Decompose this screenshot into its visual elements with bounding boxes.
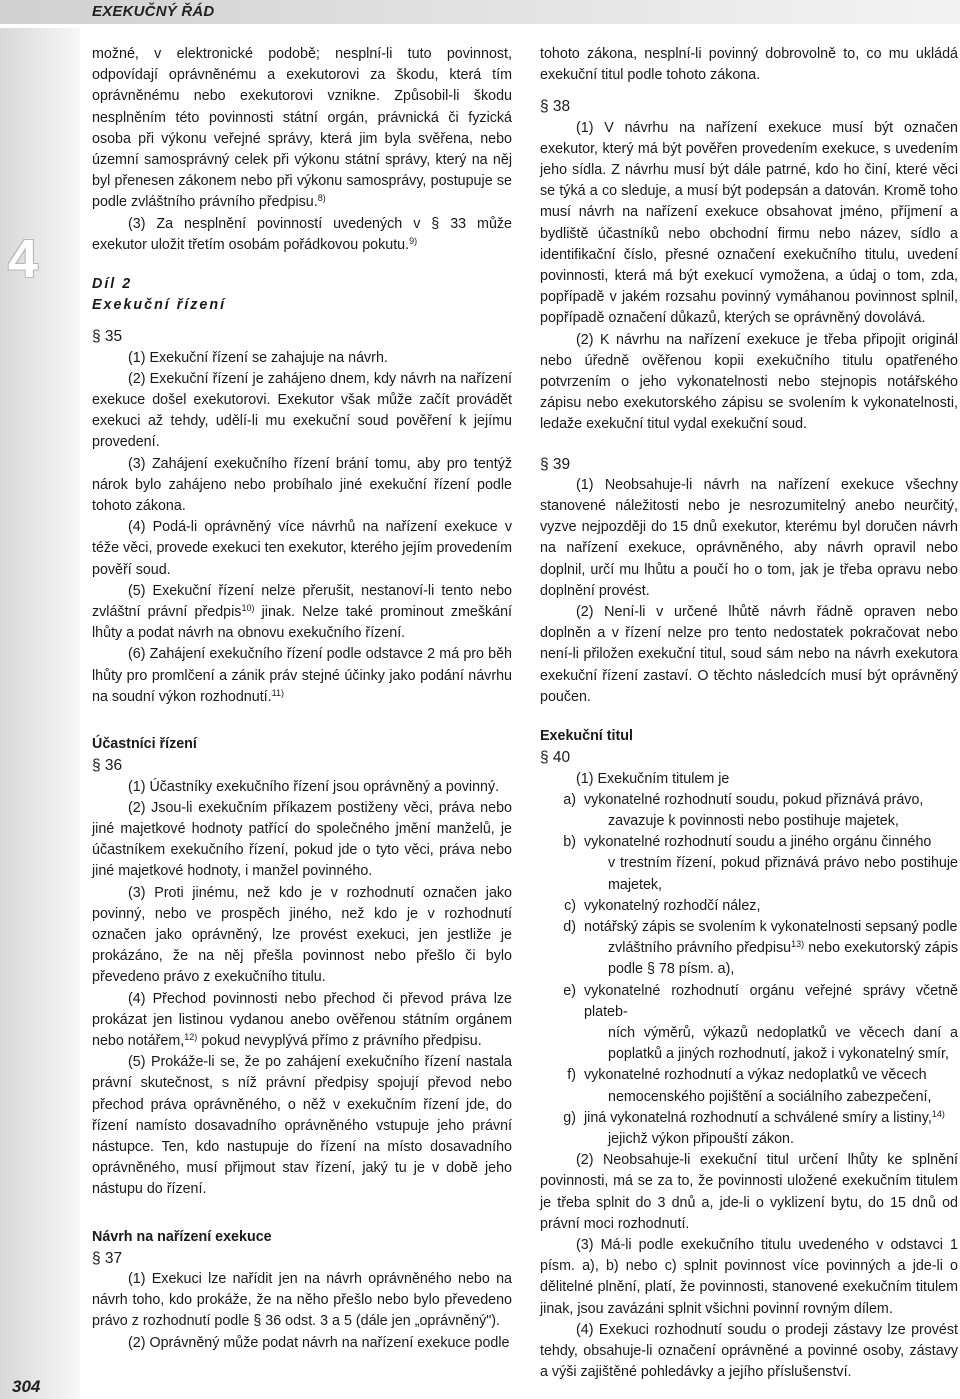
running-header-title: EXEKUČNÝ ŘÁD — [92, 3, 215, 20]
paragraph-40-2: (2) Neobsahuje-li exekuční titul určení lhůty ke splnění povinnosti, má se za to, že povinnosti uložené exekučním titulem je třeba splnit do 3 dnů a, jde-li o vyklizení bytu, do 15 dnů od právní moci rozhodnutí. — [540, 1152, 958, 1232]
heading-exekucni-titul: Exekuční titul — [540, 728, 633, 745]
paragraph-35-5: (5) Exekuční řízení nelze přerušit, nestanoví-li tento nebo zvláštní právní předpis$^{10)}$ jinak. Nelze také prominout zmeškání lhůty a podat návrh na obnovu exekučního řízení. — [92, 582, 512, 642]
paragraph-39-1: (1) Neobsahuje-li návrh na nařízení exekuce všechny stanovené náležitosti nebo je nesrozumitelný anebo neurčitý, vyzve nejpozději do 15 dnů exekutor, kterému byl doručen návrh na nařízení exekuce, oprávněného, aby návrh opravil nebo doplnil, určí mu lhůtu a poučí ho o tom, jak je třeba opravu nebo doplnění provést. — [540, 476, 958, 599]
part-title: Díl 2 — [92, 276, 133, 293]
list-item-f: f) vykonatelné rozhodnutí a výkaz nedoplatků ve věcech nemocenského pojištění a sociálního zabezpečení, — [567, 1067, 932, 1105]
paragraph-continuation: tohoto zákona, nesplní-li povinný dobrovolně to, co mu ukládá exekuční titul podle tohoto zákona. — [540, 46, 958, 84]
page-number: 304 — [12, 1377, 41, 1396]
paragraph-37-2: (2) Oprávněný může podat návrh na nařízení exekuce podle — [128, 1334, 510, 1351]
paragraph-40-3: (3) Má-li podle exekučního titulu uvedeného v odstavci 1 písm. a), b) nebo c) splnit povinnost více povinných a jde-li o dělitelné plnění, platí, že povinnosti, stanovené exekučním titulem jinak, jsou zavázáni splnit všichni povinní rovným dílem. — [540, 1236, 958, 1317]
list-item-c: c) vykonatelný rozhodčí nález, — [564, 897, 761, 914]
list-item-e: e) vykonatelné rozhodnutí orgánu veřejné správy včetně plateb- ních výměrů, výkazů nedoplatků ve věcech daní a poplatků a jiných rozhodnutí, jakož i vykonatelný smír, — [563, 982, 958, 1063]
paragraph-37-1: (1) Exekuci lze nařídit jen na návrh oprávněného nebo na návrh toho, kdo prokáže, že na něho přešlo nebo bylo převedeno právo z rozhodnutí podle § 36 odst. 3 a 5 (dále jen „oprávněný"). — [92, 1270, 512, 1330]
paragraph-35-4: (4) Podá-li oprávněný více návrhů na nařízení exekuce v téže věci, provede exekuci ten exekutor, kterého jejím provedením pověří soud. — [92, 519, 512, 578]
paragraph-35-2: (2) Exekuční řízení je zahájeno dnem, kdy návrh na nařízení exekuce došel exekutorovi. Exekutor však může začít provádět exekuci až tehdy, udělí-li mu exekuční soud pověření k jejímu provedení. — [92, 370, 512, 451]
paragraph-35-3: (3) Zahájení exekučního řízení brání tomu, aby pro tentýž nárok bylo zahájeno nebo probíhalo jiné exekuční řízení podle tohoto zákona. — [92, 455, 512, 515]
list-item-g: g) jiná vykonatelná rozhodnutí a schválené smíry a listiny,$^{14)}$ jejichž výkon připouští zákon. — [563, 1108, 945, 1147]
paragraph-40-4: (4) Exekuci rozhodnutí soudu o prodeji zástavy lze provést tehdy, obsahuje-li označení oprávněné a povinné osoby, zástavy a výši zajištěné pohledávky a jejího příslušenství. — [540, 1321, 958, 1381]
section-36-heading: § 36 — [92, 757, 123, 775]
paragraph-36-1: (1) Účastníky exekučního řízení jsou oprávněný a povinný. — [128, 778, 500, 795]
part-subtitle: Exekuční řízení — [92, 297, 227, 314]
paragraph-35-6: (6) Zahájení exekučního řízení podle odstavce 2 má pro běh lhůty pro promlčení a zánik práv stejné účinky jako podání návrhu na soudní výkon rozhodnutí.$^{11)}$ — [92, 646, 512, 705]
paragraph-40-1: (1) Exekučním titulem je — [576, 770, 730, 787]
paragraph-38-2: (2) K návrhu na nařízení exekuce je třeba připojit originál nebo úředně ověřenou kopii exekučního titulu opatřeného potvrzením o jeho vykonatelnosti nebo stejnopis notářského zápisu nebo exekutorského zápisu se svolením k vykonatelnosti, ledaže exekuční titul vydal exekuční soud. — [540, 331, 958, 433]
list-item-b: b) vykonatelné rozhodnutí soudu a jiného orgánu činného v trestním řízení, pokud přiznává právo nebo postihuje majetek, — [563, 834, 958, 893]
paragraph-39-2: (2) Není-li v určené lhůtě návrh řádně opraven nebo doplněn a v řízení nelze pro tento nedostatek pokračovat nebo není-li přiložen exekuční titul, soud sám nebo na návrh exekutora exekuční řízení zastaví. O těchto následcích musí být oprávněný poučen. — [540, 604, 958, 705]
section-39-heading: § 39 — [540, 455, 571, 473]
paragraph-35-1: (1) Exekuční řízení se zahajuje na návrh. — [128, 349, 388, 366]
paragraph-36-2: (2) Jsou-li exekučním příkazem postiženy věci, práva nebo jiné majetkové hodnoty patřící do společného jmění manželů, je účastníkem exekučního řízení, pokud jde o tyto věci, práva nebo jiné majetkové hodnoty, i manžel povinného. — [92, 799, 512, 880]
paragraph-36-5: (5) Prokáže-li se, že po zahájení exekučního řízení nastala právní skutečnost, s níž právní předpisy spojují převod nebo přechod práva oprávněného, o něž v exekučním řízení jde, do řízení namísto dosavadního oprávněného vstupuje jeho právní nástupce. Ten, kdo nastupuje do řízení na místo dosavadního oprávněného, musí přijmout stav řízení, jaký tu je v době jeho nástupu do řízení. — [92, 1054, 512, 1198]
right-column — [540, 44, 958, 1383]
chapter-number: 4 — [8, 229, 39, 289]
list-item-a: a) vykonatelné rozhodnutí soudu, pokud přiznává právo, zavazuje k povinnosti nebo postihuje majetek, — [563, 791, 924, 829]
section-37-heading: § 37 — [92, 1249, 123, 1267]
paragraph-36-3: (3) Proti jinému, než kdo je v rozhodnutí označen jako povinný, nebo ve prospěch jiného, než kdo je v rozhodnutí označen jako oprávněný, lze provést exekuci, jen jestliže je prokázáno, že na něj přešla povinnost nebo přešlo či bylo převedeno právo z exekučního titulu. — [92, 884, 512, 986]
paragraph-34-3: (3) Za nesplnění povinností uvedených v § 33 může exekutor uložit třetím osobám pořádkovou pokutu.$^{9)}$ — [92, 215, 512, 253]
left-column — [92, 44, 512, 1354]
heading-navrh: Návrh na nařízení exekuce — [92, 1228, 272, 1245]
section-38-heading: § 38 — [540, 98, 571, 116]
list-item-d: d) notářský zápis se svolením k vykonatelnosti sepsaný podle zvláštního právního předpisu$^{13)}$ nebo exekutorský zápis podle § 78 písm. a), — [563, 918, 958, 978]
paragraph-38-1: (1) V návrhu na nařízení exekuce musí být označen exekutor, který má být pověřen provedením exekuce, s uvedením jeho sídla. Z návrhu musí být dále patrné, kdo ho činí, které věci se týká a co sleduje, a musí být podepsán a datován. Kromě toho musí návrh na nařízení exekuce obsahovat jméno, příjmení a bydliště účastníků nebo obchodní firmu nebo název, sídlo a identifikační číslo, přesné označení exekučního titulu, uvedení povinnosti, která má být exekucí vymožena, a údaj o tom, zda, popřípadě v jakém rozsahu povinný vymáhanou povinnost splnil, popřípadě označení důkazů, kterých se oprávněný dovolává. — [540, 119, 958, 327]
section-40-heading: § 40 — [540, 749, 571, 767]
heading-ucastnici: Účastníci řízení — [92, 736, 197, 753]
paragraph-36-4: (4) Přechod povinnosti nebo přechod či převod práva lze prokázat jen listinou vydanou anebo ověřenou státním orgánem nebo notářem,$^{12)}$ pokud nevyplývá přímo z právního předpisu. — [92, 990, 512, 1049]
section-35-heading: § 35 — [92, 328, 123, 346]
paragraph-intro: možné, v elektronické podobě; nesplní-li tuto povinnost, odpovídají oprávněnému a exekutorovi za škodu, která tím oprávněnému nebo exekutorovi vznikne. Způsobil-li škodu nesplněním této povinnosti státní orgán, právnická či fyzická osoba při výkonu veřejné správy, která jim byla svěřena, nebo územní samosprávný celek při výkonu státní správy, který na něj byl přenesen zákonem nebo při výkonu samosprávy, postupuje se podle zvláštního právního předpisu.$^{8)}$ — [92, 46, 512, 211]
